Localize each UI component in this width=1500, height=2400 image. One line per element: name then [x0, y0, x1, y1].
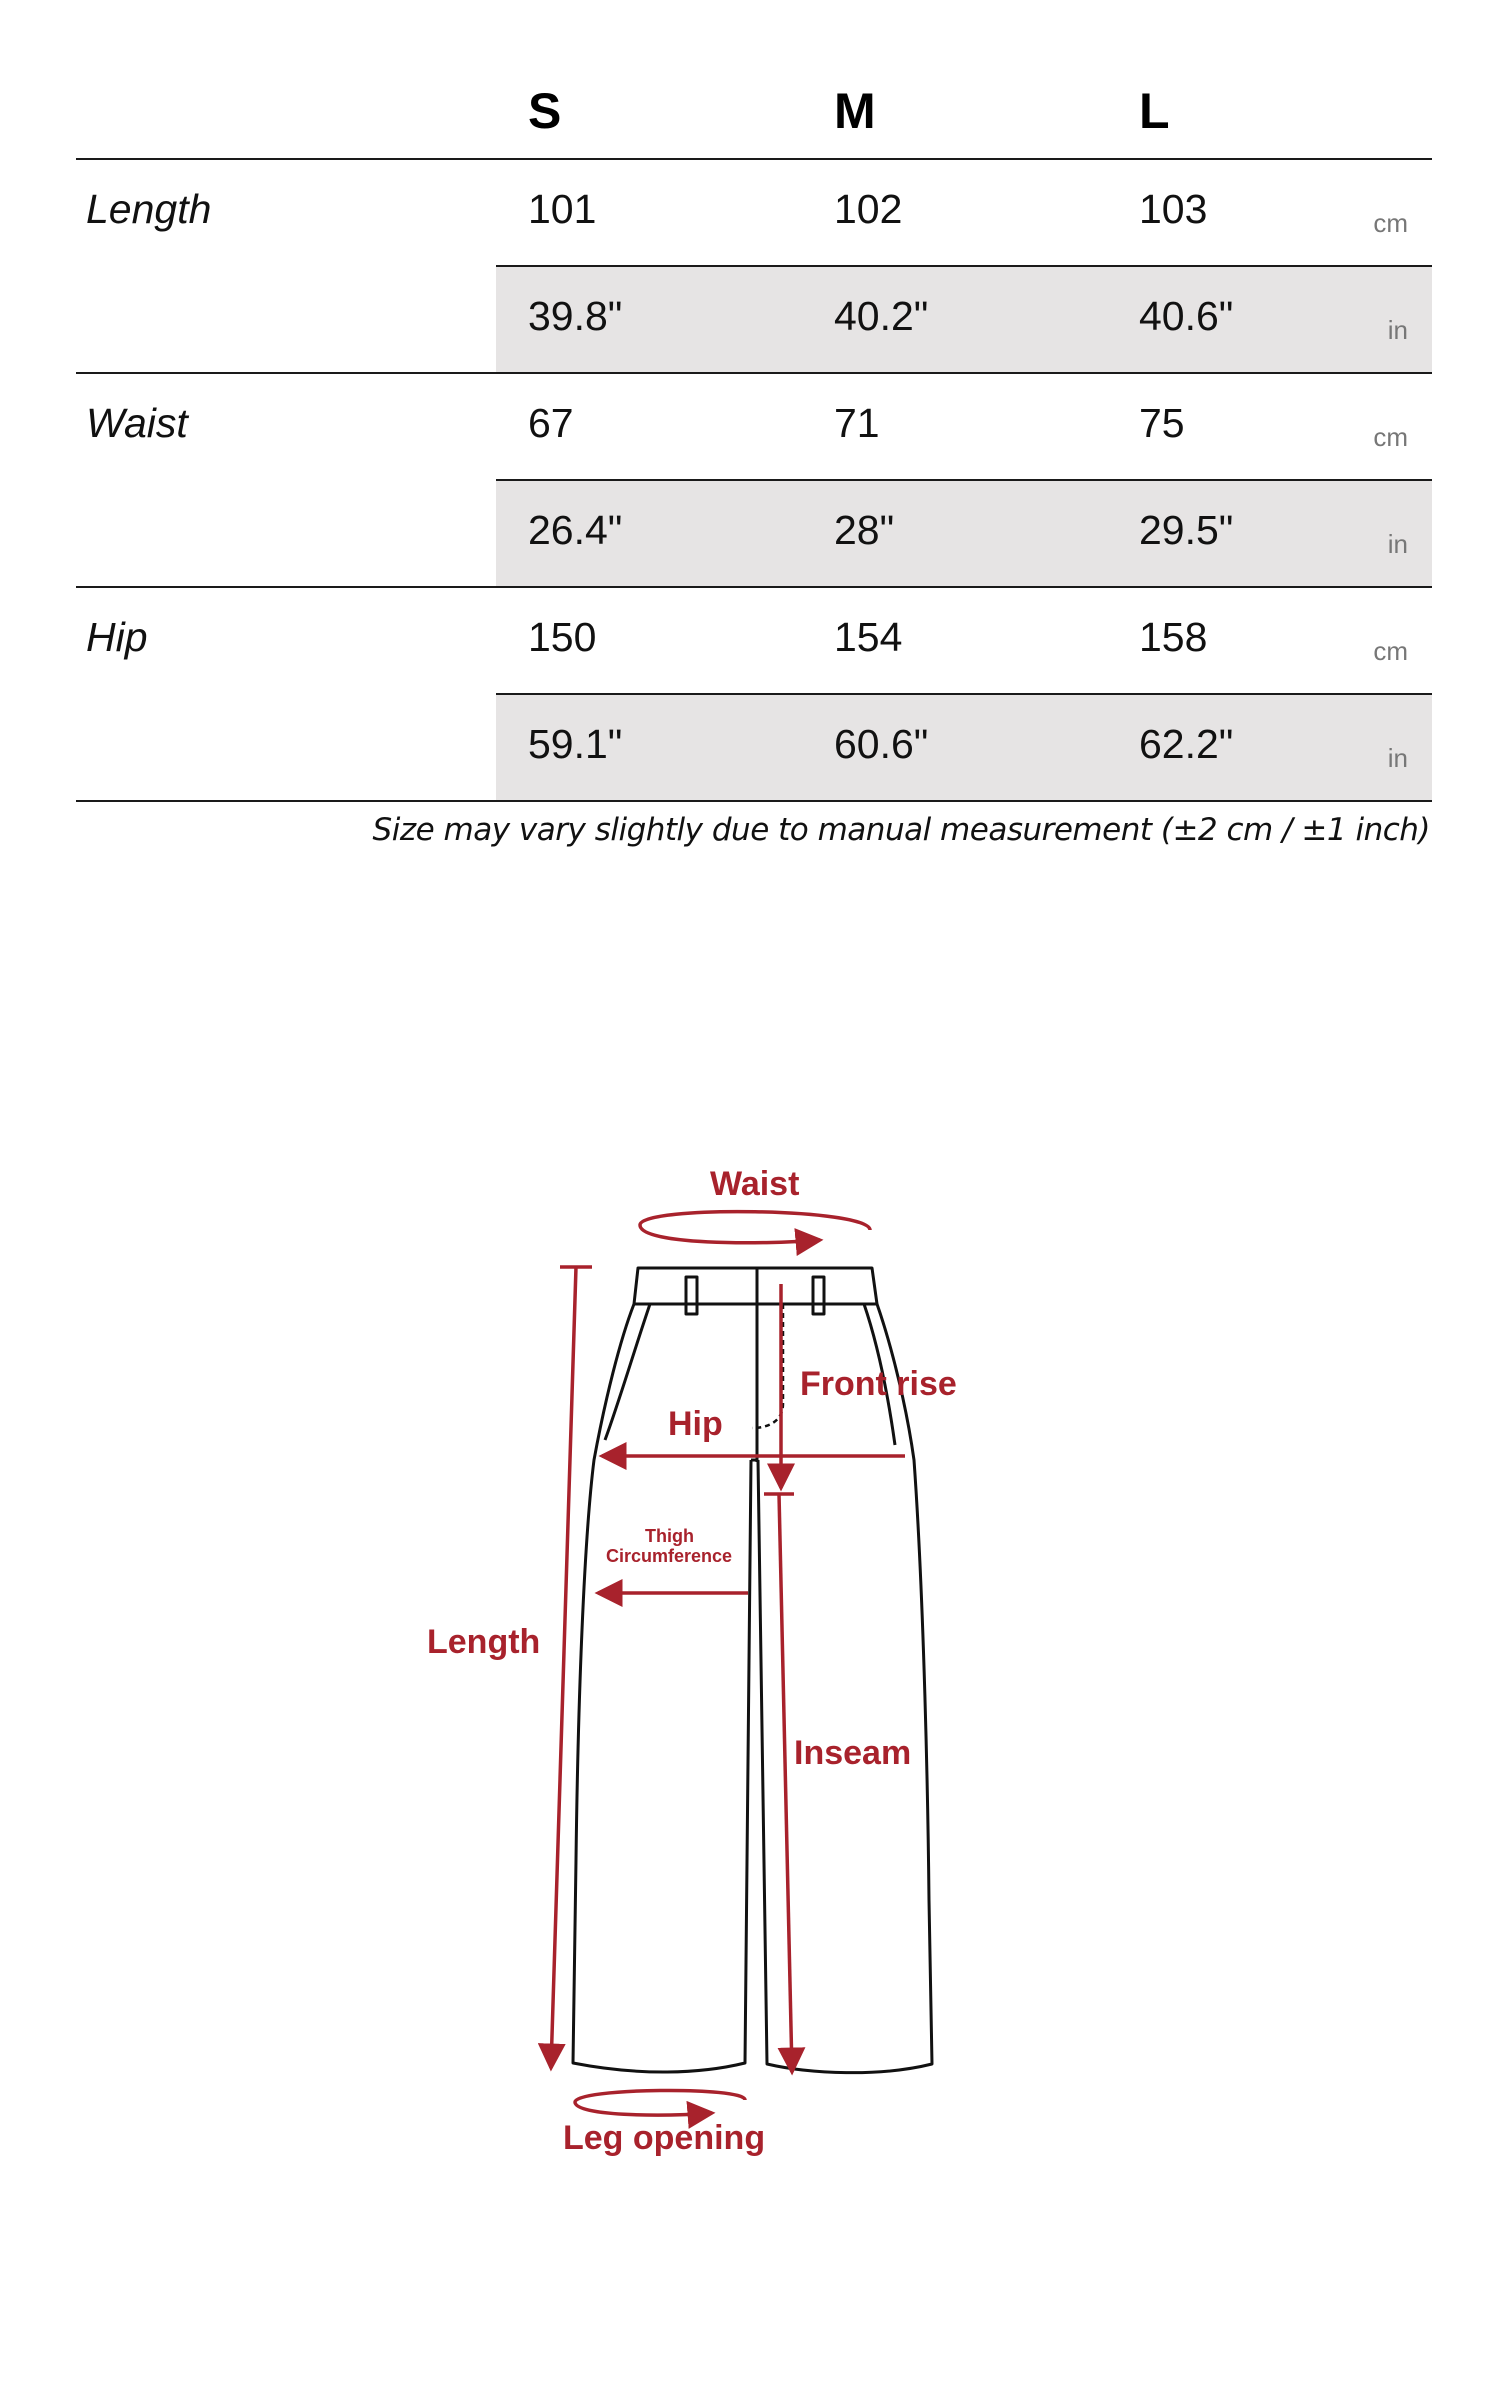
length-s-cm: 101	[528, 186, 597, 232]
length-cm-row	[76, 160, 1432, 265]
measurement-note: Size may vary slightly due to manual measurement (±2 cm / ±1 inch)	[372, 812, 1430, 848]
length-arrow	[551, 1267, 576, 2068]
size-header-row	[76, 70, 1432, 160]
hip-l-cm: 158	[1139, 614, 1208, 660]
length-l-cm: 103	[1139, 186, 1208, 232]
waist-m-cm: 71	[834, 400, 880, 446]
hip-s-in: 59.1"	[528, 721, 623, 767]
hip-diagram-label: Hip	[668, 1405, 723, 1443]
unit-cm: cm	[1373, 422, 1408, 452]
unit-cm: cm	[1373, 208, 1408, 238]
hip-cm-row	[76, 588, 1432, 693]
waist-l-cm: 75	[1139, 400, 1185, 446]
unit-in: in	[1387, 529, 1408, 559]
length-m-in: 40.2"	[834, 293, 929, 339]
hip-group	[76, 588, 1432, 802]
front-rise-label: Front rise	[800, 1365, 957, 1403]
waist-s-in: 26.4"	[528, 507, 623, 553]
length-label: Length	[86, 186, 212, 232]
length-in-row	[496, 265, 1432, 372]
unit-cm: cm	[1373, 636, 1408, 666]
measurement-lines	[551, 1212, 905, 2115]
waist-arrow	[640, 1212, 870, 1243]
thigh-label-line1: Thigh	[645, 1526, 694, 1546]
size-s-header: S	[528, 83, 562, 139]
unit-in: in	[1387, 315, 1408, 345]
waist-m-in: 28"	[834, 507, 895, 553]
leg-opening-arrow	[575, 2090, 745, 2115]
length-diagram-label: Length	[427, 1623, 541, 1661]
waist-group	[76, 374, 1432, 588]
length-l-in: 40.6"	[1139, 293, 1234, 339]
hip-m-in: 60.6"	[834, 721, 929, 767]
inseam-label: Inseam	[794, 1734, 912, 1772]
hip-m-cm: 154	[834, 614, 903, 660]
hip-s-cm: 150	[528, 614, 597, 660]
waist-s-cm: 67	[528, 400, 574, 446]
hip-l-in: 62.2"	[1139, 721, 1234, 767]
hip-in-row	[496, 693, 1432, 800]
thigh-label-line2: Circumference	[606, 1546, 733, 1566]
leg-opening-label: Leg opening	[563, 2119, 766, 2157]
size-m-header: M	[834, 83, 876, 139]
waist-cm-row	[76, 374, 1432, 479]
size-table	[76, 70, 1432, 802]
length-m-cm: 102	[834, 186, 903, 232]
waist-in-row	[496, 479, 1432, 586]
pants-diagram	[0, 1100, 1500, 2200]
length-s-in: 39.8"	[528, 293, 623, 339]
size-l-header: L	[1139, 83, 1170, 139]
unit-in: in	[1387, 743, 1408, 773]
length-group	[76, 160, 1432, 374]
waist-diagram-label: Waist	[710, 1165, 800, 1203]
waist-label: Waist	[86, 400, 188, 446]
inseam-arrow	[779, 1494, 792, 2072]
hip-label: Hip	[86, 614, 148, 660]
waist-l-in: 29.5"	[1139, 507, 1234, 553]
